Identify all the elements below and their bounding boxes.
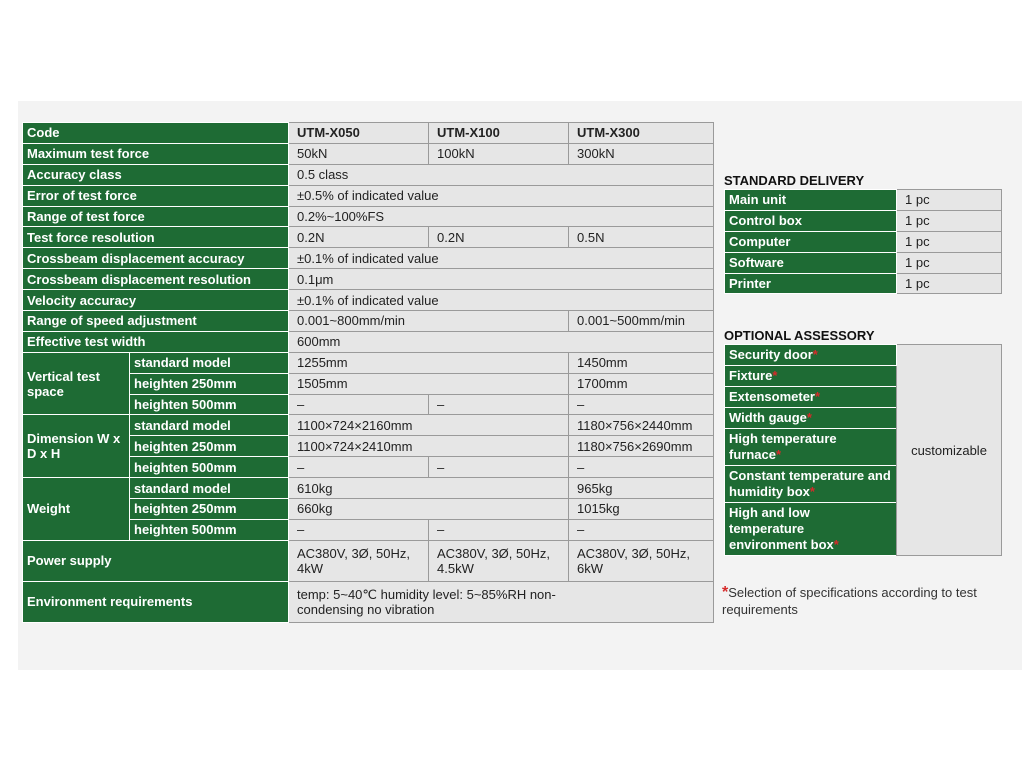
- table-row: [725, 345, 1002, 366]
- cell-value: ±0.1% of indicated value: [289, 248, 714, 269]
- row-label: Environment requirements: [23, 581, 289, 622]
- cell-value: –: [429, 457, 569, 478]
- model-header: UTM-X100: [429, 123, 569, 144]
- cell-value: 1505mm: [289, 373, 569, 394]
- asterisk: *: [722, 584, 729, 601]
- row-label: Crossbeam displacement resolution: [23, 269, 289, 290]
- sub-label: heighten 500mm: [130, 394, 289, 415]
- cell-value: 0.001~500mm/min: [569, 311, 714, 332]
- cell-value: AC380V, 3Ø, 50Hz, 6kW: [569, 540, 714, 581]
- accessory-item: Security door*: [725, 345, 897, 366]
- cell-value: 1255mm: [289, 352, 569, 373]
- cell-value: 0.2N: [429, 227, 569, 248]
- group-label: Vertical test space: [23, 352, 130, 415]
- cell-value: ±0.5% of indicated value: [289, 185, 714, 206]
- cell-value: –: [289, 394, 429, 415]
- table-row: [23, 143, 714, 164]
- item-name: Control box: [725, 210, 897, 231]
- row-label: Test force resolution: [23, 227, 289, 248]
- row-label: Error of test force: [23, 185, 289, 206]
- footnote-text: Selection of specifications according to test requirements: [722, 585, 977, 617]
- cell-value: 100kN: [429, 143, 569, 164]
- asterisk: *: [806, 410, 812, 425]
- sub-label: heighten 250mm: [130, 499, 289, 520]
- table-row: [23, 290, 714, 311]
- asterisk: *: [833, 537, 839, 552]
- row-label: Range of test force: [23, 206, 289, 227]
- item-name: Computer: [725, 231, 897, 252]
- asterisk: *: [809, 484, 815, 499]
- standard-delivery-table: [724, 189, 1002, 294]
- table-row: [725, 252, 1002, 273]
- sub-label: standard model: [130, 478, 289, 499]
- cell-value: –: [289, 457, 429, 478]
- item-qty: 1 pc: [897, 273, 1002, 294]
- cell-value: 1450mm: [569, 352, 714, 373]
- item-qty: 1 pc: [897, 252, 1002, 273]
- cell-value: –: [569, 519, 714, 540]
- cell-value: 600mm: [289, 331, 714, 352]
- cell-value: 610kg: [289, 478, 569, 499]
- cell-value: 660kg: [289, 499, 569, 520]
- cell-value: 0.2%~100%FS: [289, 206, 714, 227]
- table-row: [23, 581, 714, 622]
- table-row: [23, 185, 714, 206]
- table-row: [23, 206, 714, 227]
- table-row: [23, 227, 714, 248]
- row-label: Maximum test force: [23, 143, 289, 164]
- cell-value: –: [569, 394, 714, 415]
- model-header: UTM-X300: [569, 123, 714, 144]
- asterisk: *: [814, 389, 821, 404]
- row-label: Accuracy class: [23, 164, 289, 185]
- accessory-item: Extensometer*: [725, 387, 897, 408]
- code-label: Code: [23, 123, 289, 144]
- cell-value: 50kN: [289, 143, 429, 164]
- table-row: [23, 311, 714, 332]
- cell-value: –: [569, 457, 714, 478]
- accessory-item: High and low temperature environment box*: [725, 503, 897, 556]
- table-row: [23, 415, 714, 436]
- cell-value: 1180×756×2440mm: [569, 415, 714, 436]
- item-name: Printer: [725, 273, 897, 294]
- cell-value: 1700mm: [569, 373, 714, 394]
- row-label: Velocity accuracy: [23, 290, 289, 311]
- accessory-item: High temperature furnace*: [725, 429, 897, 466]
- cell-value: 0.2N: [289, 227, 429, 248]
- row-label: Effective test width: [23, 331, 289, 352]
- sub-label: heighten 250mm: [130, 436, 289, 457]
- table-row: [23, 331, 714, 352]
- cell-value: AC380V, 3Ø, 50Hz, 4.5kW: [429, 540, 569, 581]
- table-row: [23, 478, 714, 499]
- sub-label: standard model: [130, 352, 289, 373]
- cell-value: 0.5 class: [289, 164, 714, 185]
- table-row: [23, 352, 714, 373]
- accessory-item: Fixture*: [725, 366, 897, 387]
- table-row: [725, 210, 1002, 231]
- cell-value: 1100×724×2410mm: [289, 436, 569, 457]
- sub-label: standard model: [130, 415, 289, 436]
- cell-value: –: [429, 394, 569, 415]
- cell-value: 965kg: [569, 478, 714, 499]
- sub-label: heighten 250mm: [130, 373, 289, 394]
- item-name: Main unit: [725, 190, 897, 211]
- asterisk: *: [812, 347, 818, 362]
- item-qty: 1 pc: [897, 190, 1002, 211]
- optional-accessory-table: [724, 344, 1002, 556]
- cell-value: 0.5N: [569, 227, 714, 248]
- spec-table: [22, 122, 714, 623]
- item-qty: 1 pc: [897, 210, 1002, 231]
- cell-value: –: [429, 519, 569, 540]
- accessory-item: Width gauge*: [725, 408, 897, 429]
- asterisk: *: [772, 368, 778, 383]
- cell-value: 1015kg: [569, 499, 714, 520]
- asterisk: *: [775, 447, 782, 462]
- cell-value: temp: 5~40℃ humidity level: 5~85%RH non-condensing no vibration: [289, 581, 714, 622]
- customizable-cell: customizable: [897, 345, 1002, 556]
- optional-accessory-title: OPTIONAL ASSESSORY: [724, 328, 875, 343]
- cell-value: 300kN: [569, 143, 714, 164]
- item-qty: 1 pc: [897, 231, 1002, 252]
- cell-value: 1180×756×2690mm: [569, 436, 714, 457]
- table-row: [23, 164, 714, 185]
- row-label: Range of speed adjustment: [23, 311, 289, 332]
- model-header: UTM-X050: [289, 123, 429, 144]
- table-row: [23, 540, 714, 581]
- cell-value: 0.1μm: [289, 269, 714, 290]
- sub-label: heighten 500mm: [130, 457, 289, 478]
- sub-label: heighten 500mm: [130, 519, 289, 540]
- cell-value: –: [289, 519, 429, 540]
- group-label: Weight: [23, 478, 130, 541]
- table-row: [23, 123, 714, 144]
- table-row: [23, 248, 714, 269]
- table-row: [725, 273, 1002, 294]
- row-label: Power supply: [23, 540, 289, 581]
- cell-value: ±0.1% of indicated value: [289, 290, 714, 311]
- table-row: [725, 231, 1002, 252]
- standard-delivery-title: STANDARD DELIVERY: [724, 173, 865, 188]
- group-label: Dimension W x D x H: [23, 415, 130, 478]
- cell-value: 1100×724×2160mm: [289, 415, 569, 436]
- table-row: [725, 190, 1002, 211]
- item-name: Software: [725, 252, 897, 273]
- table-row: [23, 269, 714, 290]
- cell-value: 0.001~800mm/min: [289, 311, 569, 332]
- row-label: Crossbeam displacement accuracy: [23, 248, 289, 269]
- cell-value: AC380V, 3Ø, 50Hz, 4kW: [289, 540, 429, 581]
- footnote: [722, 584, 1012, 618]
- accessory-item: Constant temperature and humidity box*: [725, 466, 897, 503]
